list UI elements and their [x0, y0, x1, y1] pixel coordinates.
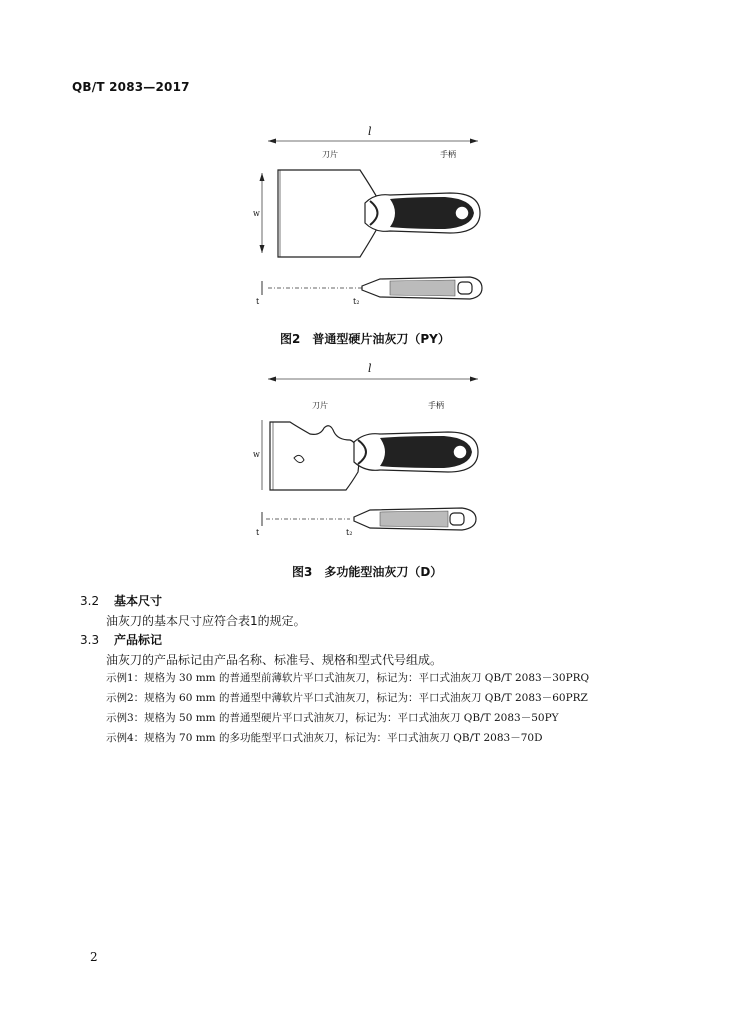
arrow-left-icon: [268, 377, 276, 382]
putty-knife-d-svg: [250, 362, 490, 542]
figure-2-drawing: [250, 125, 490, 310]
hang-hole-icon: [455, 206, 469, 220]
thickness-label-1: t: [256, 297, 260, 306]
standard-header: QB/T 2083—2017: [72, 80, 190, 94]
section-title: 产品标记: [114, 633, 163, 647]
arrow-left-icon: [268, 139, 276, 144]
figure-3-drawing: [250, 362, 490, 542]
section-3-2-heading: [80, 592, 162, 609]
section-3-3-heading: [80, 631, 162, 648]
blade-label: 刀片: [312, 401, 328, 410]
page-number: 2: [90, 950, 98, 964]
arrow-down-icon: [260, 245, 265, 253]
example-2: 示例2：规格为 60 mm 的普通型中薄软片平口式油灰刀，标记为：平口式油灰刀 QB/T 2083－60PRZ: [106, 692, 588, 704]
handle-label: 手柄: [440, 150, 456, 159]
arrow-up-icon: [260, 173, 265, 181]
length-label: l: [368, 125, 372, 138]
section-title: 基本尺寸: [114, 594, 163, 608]
width-label: w: [253, 209, 260, 218]
multifunction-blade-outline: [270, 422, 360, 490]
example-4: 示例4：规格为 70 mm 的多功能型平口式油灰刀，标记为：平口式油灰刀 QB/T 2083－70D: [106, 732, 543, 744]
figure-3-caption: 图3 多功能型油灰刀（D）: [292, 565, 443, 579]
thickness-label-2: t₂: [346, 528, 353, 537]
arrow-right-icon: [470, 139, 478, 144]
thickness-label-2: t₂: [353, 297, 360, 306]
figure-2-caption: 图2 普通型硬片油灰刀（PY）: [280, 332, 450, 346]
blade-label: 刀片: [322, 150, 338, 159]
length-label: l: [368, 362, 372, 375]
section-number: 3.3: [80, 633, 100, 647]
section-3-3-text: 油灰刀的产品标记由产品名称、标准号、规格和型式代号组成。: [106, 653, 443, 667]
handle-label: 手柄: [428, 401, 444, 410]
section-number: 3.2: [80, 594, 100, 608]
example-3: 示例3：规格为 50 mm 的普通型硬片平口式油灰刀，标记为：平口式油灰刀 QB/T 2083－50PY: [106, 712, 559, 724]
hang-hole-icon: [453, 445, 467, 459]
arrow-right-icon: [470, 377, 478, 382]
thickness-label-1: t: [256, 528, 260, 537]
section-3-2-text: 油灰刀的基本尺寸应符合表1的规定。: [106, 614, 306, 628]
width-label: w: [253, 450, 260, 459]
example-1: 示例1：规格为 30 mm 的普通型前薄软片平口式油灰刀，标记为：平口式油灰刀 QB/T 2083－30PRQ: [106, 672, 590, 684]
